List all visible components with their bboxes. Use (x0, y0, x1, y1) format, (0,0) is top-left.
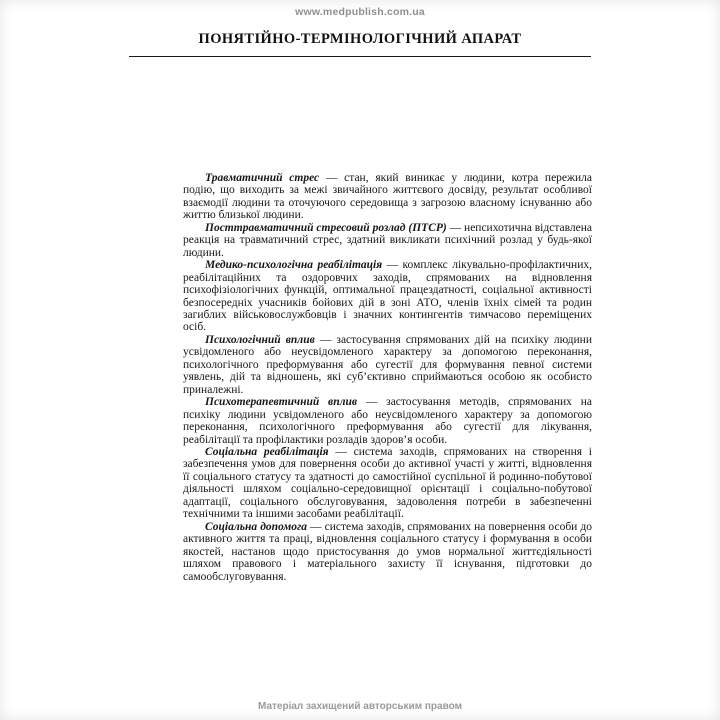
body-text (183, 172, 592, 583)
paragraph-traumatic-stress (183, 172, 592, 222)
footer-copyright: Матеріал захищений авторським правом (258, 701, 462, 712)
term-social-rehabilitation: Соціальна реабілітація (205, 445, 329, 458)
definition-medical-psychological-rehabilitation: — комплекс лікувально-профілактичних, реабілітаційних та оздоровчих заходів, спрямованих на відновлення психофізіологічних функцій, оптимальної працездатності, соціальної активності безпосередніх учасників бойових дій в зоні АТО, членів їхніх сімей та родин загиблих військовослужбовців і значних контингентів тимчасово переміщених осіб. (183, 259, 592, 334)
term-psychological-influence: Психологічний вплив (205, 333, 315, 346)
term-medical-psychological-rehabilitation: Медико-психологічна реабілітація (205, 259, 383, 272)
paragraph-ptsd (183, 222, 592, 259)
header-url: www.medpublish.com.ua (295, 6, 425, 18)
definition-ptsd: — непсихотична відставлена реакція на травматичний стрес, здатний викликати психічний розлад у будь-якої людини. (183, 221, 592, 259)
definition-psychological-influence: — застосування спрямованих дій на психіку людини усвідомленого або неусвідомленого характеру за допомогою переконання, психологічного преформування або сугестії для формування певної системи уявлень, дій та відношень, які суб’єктивно сприймаються особою як особисто приналежні. (183, 333, 592, 396)
definition-social-assistance: — система заходів, спрямованих на повернення особи до активного життя та праці, відновлення соціального статусу і формування в особи якостей, настанов щодо пристосування до умов нормальної життєдіяльності шляхом правового і матеріального захисту її існування, підготовки до самообслуговування. (183, 520, 592, 583)
term-social-assistance: Соціальна допомога (205, 520, 307, 533)
definition-psychotherapeutic-influence: — застосування методів, спрямованих на психіку людини усвідомленого або неусвідомленого характеру за допомогою переконання, психологічного преформування або сугестії для лікування, реабілітації та профілактики розладів здоров’я особи. (183, 396, 592, 446)
paragraph-medical-psychological-rehabilitation (183, 259, 592, 334)
term-psychotherapeutic-influence: Психотерапевтичний вплив (205, 396, 358, 409)
page-title: ПОНЯТІЙНО-ТЕРМІНОЛОГІЧНИЙ АПАРАТ (198, 31, 522, 47)
paragraph-social-assistance (183, 521, 592, 583)
paragraph-psychotherapeutic-influence (183, 396, 592, 446)
definition-traumatic-stress: — стан, який виникає у людини, котра пережила подію, що виходить за межі звичайного життєвого досвіду, результат особливої взаємодії людини та оточуючого середовища з загрозою власному існуванню або життю близької людини. (183, 172, 592, 222)
definition-social-rehabilitation: — система заходів, спрямованих на створення і забезпечення умов для повернення особи до активної участі у житті, відновлення її соціального статусу та здатності до самостійної суспільної й родинно-побутової діяльності шляхом соціально-середовищної орієнтації і соціально-побутової адаптації, соціального обслуговування, задоволення потреби в забезпеченні технічними та іншими засобами реабілітації. (183, 445, 592, 521)
title-rule (129, 56, 591, 57)
term-ptsd: Посттравматичний стресовий розлад (ПТСР) (205, 221, 447, 234)
paragraph-social-rehabilitation (183, 446, 592, 521)
paragraph-psychological-influence (183, 334, 592, 396)
term-traumatic-stress: Травматичний стрес (205, 172, 320, 184)
